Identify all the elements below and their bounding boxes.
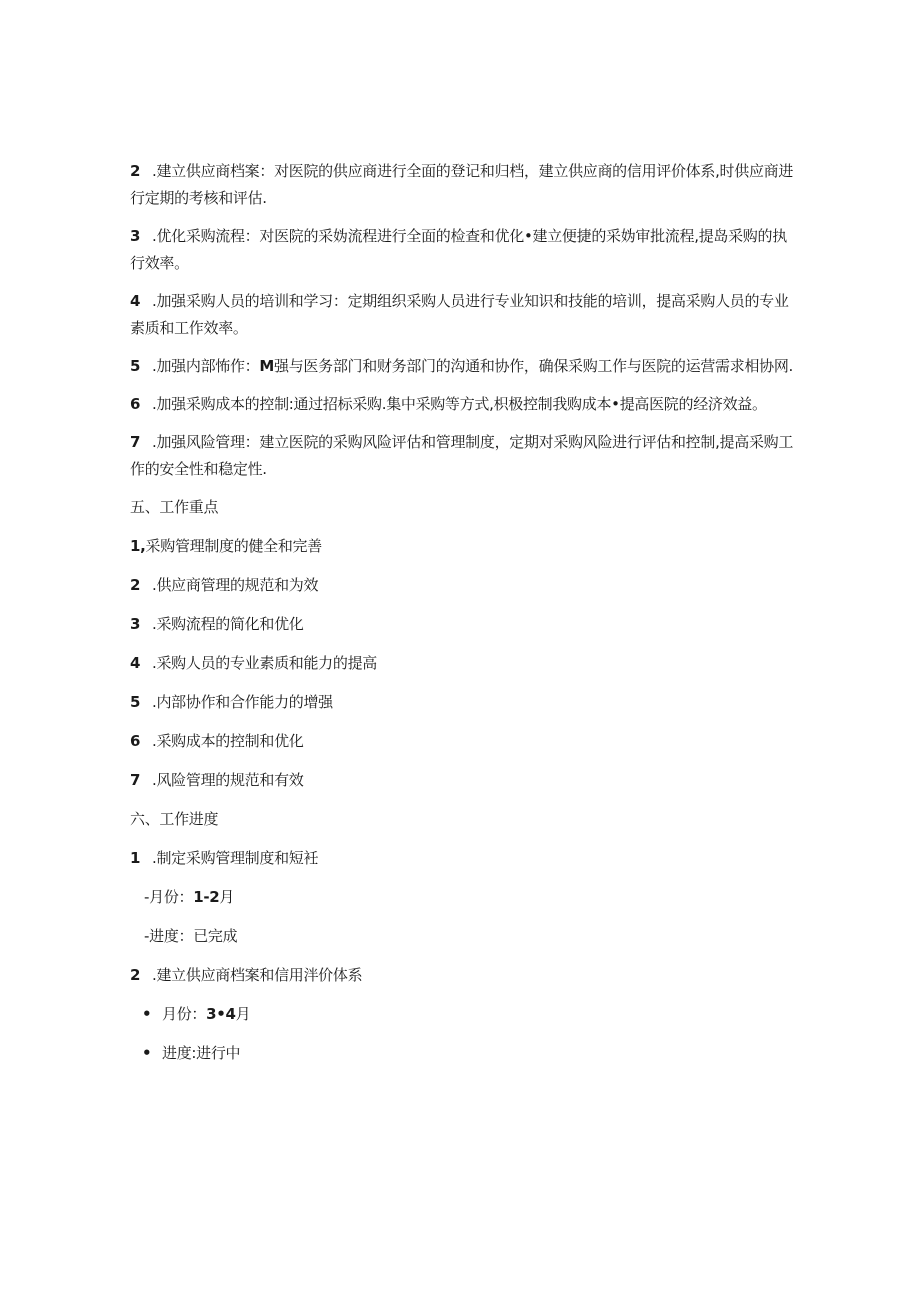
paragraph-text-bold: M <box>259 357 275 375</box>
month-unit: 月 <box>219 888 235 906</box>
item-text: .供应商管理的规范和为效 <box>152 576 319 594</box>
item-text: .内部协作和合作能力的增强 <box>152 693 333 711</box>
paragraph-item-3 <box>130 223 795 277</box>
paragraph-text: .加强风险管理：建立医院的采购风险评估和管理制度，定期对采购风险进行评估和控制,提高采购工作的安全性和稳定性. <box>130 433 794 478</box>
item-number: 4 <box>130 292 141 310</box>
item-number: 2 <box>130 966 141 984</box>
focus-item-5 <box>130 689 795 716</box>
document-content <box>130 158 795 1079</box>
progress-item-1-status: -进度：已完成 <box>144 927 238 945</box>
month-value: 1-2 <box>193 888 220 906</box>
focus-item-6 <box>130 728 795 755</box>
item-number: 6 <box>130 732 141 750</box>
progress-item-2-status <box>130 1040 795 1067</box>
item-number: 2 <box>130 576 141 594</box>
focus-item-3 <box>130 611 795 638</box>
item-text: .建立供应商档案和信用泮价体系 <box>152 966 363 984</box>
paragraph-text-post: 强与医务部门和财务部门的沟通和协作，确保采购工作与医院的运营需求相协网. <box>274 357 793 375</box>
item-text: .采购人员的专业素质和能力的提高 <box>152 654 377 672</box>
item-number: 3 <box>130 615 141 633</box>
progress-item-2-month <box>130 1001 795 1028</box>
month-value: 3•4 <box>206 1005 236 1023</box>
item-text: 采购管理制度的健全和完善 <box>145 537 322 555</box>
item-number: 2 <box>130 162 141 180</box>
paragraph-text-pre: .加强内部怖作： <box>152 357 260 375</box>
bullet-icon: • <box>142 1005 152 1023</box>
item-number: 5 <box>130 357 141 375</box>
item-number: 1, <box>130 537 146 555</box>
item-number: 3 <box>130 227 141 245</box>
focus-item-1 <box>130 533 795 560</box>
progress-item-2 <box>130 962 795 989</box>
month-label: -月份： <box>144 888 194 906</box>
paragraph-text: .加强采购人员的培训和学习：定期组织采购人员进行专业知识和技能的培训，提高采购人员的专业素质和工作效率。 <box>130 292 789 337</box>
focus-item-2 <box>130 572 795 599</box>
item-text: .采购成本的控制和优化 <box>152 732 304 750</box>
item-number: 7 <box>130 433 141 451</box>
section-heading-6: 六、工作进度 <box>130 810 219 828</box>
item-number: 7 <box>130 771 141 789</box>
focus-item-7 <box>130 767 795 794</box>
item-number: 1 <box>130 849 141 867</box>
item-number: 5 <box>130 693 141 711</box>
item-text: .采购流程的简化和优化 <box>152 615 304 633</box>
item-number: 6 <box>130 395 141 413</box>
focus-item-4 <box>130 650 795 677</box>
item-text: .风险管理的规范和有效 <box>152 771 304 789</box>
item-number: 4 <box>130 654 141 672</box>
paragraph-item-2 <box>130 158 795 212</box>
paragraph-item-7 <box>130 429 795 483</box>
paragraph-text: .加强采购成本的控制:通过招标采购.集中采购等方式,枳极控制我购成本•提高医院的经济效益。 <box>152 395 767 413</box>
item-text: .制定采购管理制度和短衽 <box>152 849 319 867</box>
paragraph-item-6 <box>130 391 795 418</box>
paragraph-item-5 <box>130 353 795 380</box>
paragraph-text: .建立供应商档案：对医院的供应商进行全面的登记和归档，建立供应商的信用评价体系,时供应商进行定期的考核和评估. <box>130 162 794 207</box>
paragraph-text: .优化采购流程：对医院的采妫流程进行全面的检查和优化•建立便捷的采妫审批流程,提岛采购的执行效率。 <box>130 227 787 272</box>
bullet-icon: • <box>142 1044 152 1062</box>
progress-item-1-month <box>130 884 795 911</box>
month-unit: 月 <box>235 1005 251 1023</box>
progress-item-1 <box>130 845 795 872</box>
progress-label: 进度:进行中 <box>162 1044 241 1062</box>
month-label: 月份： <box>162 1005 207 1023</box>
section-heading-5: 五、工作重点 <box>130 498 219 516</box>
paragraph-item-4 <box>130 288 795 342</box>
